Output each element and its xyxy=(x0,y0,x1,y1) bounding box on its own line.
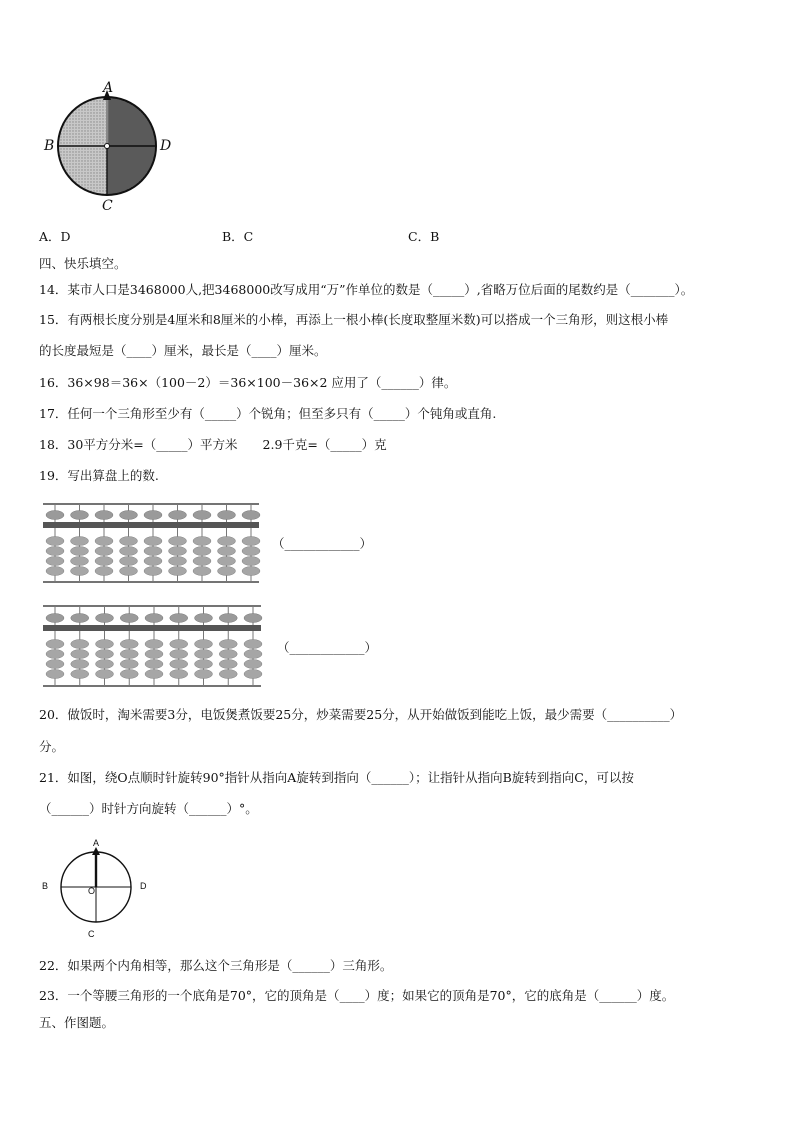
fig1-label-b: B xyxy=(44,138,55,154)
question-15-line1: 15．有两根长度分别是4厘米和8厘米的小棒，再添上一根小棒(长度取整厘米数)可以搭成一个三角形，则这根小棒 xyxy=(39,312,669,327)
fig2-label-c: C xyxy=(88,929,95,939)
section-5-heading: 五、作图题。 xyxy=(39,1015,115,1030)
fig1-label-d: D xyxy=(160,138,172,154)
question-20-line2: 分。 xyxy=(39,739,65,754)
question-23: 23．一个等腰三角形的一个底角是70°，它的顶角是（____）度；如果它的顶角是70°，它的底角是（______）度。 xyxy=(39,988,675,1003)
fig1-label-a: A xyxy=(103,80,114,96)
abacus-1 xyxy=(43,502,263,584)
abacus-2 xyxy=(43,604,265,688)
circle-figure-1 xyxy=(30,70,230,230)
abacus-2-answer: （____________） xyxy=(277,640,378,655)
fig2-label-o: O xyxy=(88,886,96,896)
section-4-heading: 四、快乐填空。 xyxy=(39,256,127,271)
option-c: C．B xyxy=(408,229,440,244)
question-20-line1: 20．做饭时，淘米需要3分，电饭煲煮饭要25分，炒菜需要25分，从开始做饭到能吃上饭，最少需要（__________） xyxy=(39,707,683,722)
option-b: B．C xyxy=(222,229,254,244)
question-22: 22．如果两个内角相等，那么这个三角形是（______）三角形。 xyxy=(39,958,393,973)
question-16: 16．36×98＝36×（100－2）＝36×100－36×2 应用了（______）律。 xyxy=(39,375,457,390)
fig2-label-b: B xyxy=(42,881,49,891)
question-21-line2: （______）时针方向旋转（______）°。 xyxy=(39,801,258,816)
question-17: 17．任何一个三角形至少有（_____）个锐角；但至多只有（_____）个钝角或直角. xyxy=(39,406,497,421)
option-a: A．D xyxy=(39,229,71,244)
question-15-line2: 的长度最短是（____）厘米，最长是（____）厘米。 xyxy=(39,343,327,358)
question-18: 18．30平方分米=（_____）平方米 2.9千克=（_____）克 xyxy=(39,437,387,452)
fig2-label-d: D xyxy=(140,881,147,891)
question-19: 19．写出算盘上的数. xyxy=(39,468,159,483)
abacus-1-answer: （____________） xyxy=(272,536,373,551)
question-14: 14．某市人口是3468000人,把3468000改写成用“万”作单位的数是（_____）,省略万位后面的尾数约是（_______）。 xyxy=(39,282,694,297)
fig1-label-c: C xyxy=(102,198,113,214)
question-21-line1: 21．如图，绕O点顺时针旋转90°指针从指向A旋转到指向（______）；让指针从指向B旋转到指向C，可以按 xyxy=(39,770,634,785)
fig2-label-a: A xyxy=(93,838,100,848)
